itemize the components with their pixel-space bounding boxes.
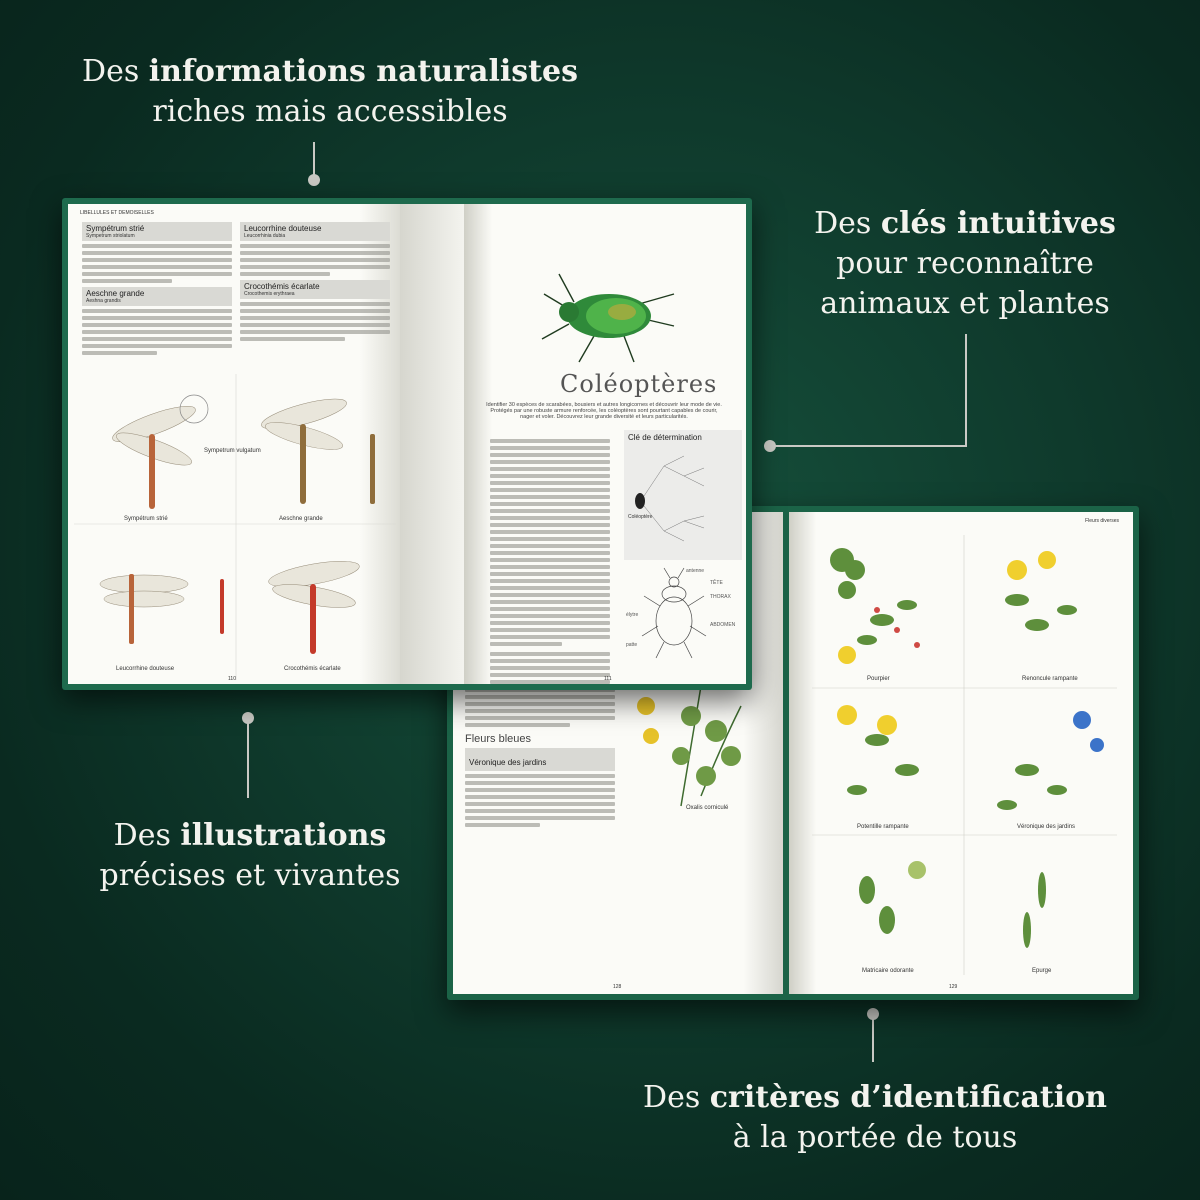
figure-caption: Aeschne grande — [279, 516, 323, 522]
caption-line: précises et vivantes — [99, 858, 401, 893]
chapter-intro: Identifier 30 espèces de scarabées, bousiers et autres longicornes et découvrir leur mode de vie. Protégés par une robuste armure renforcée, les coléoptères sont pourtant capables de courir, nager et voler. Découvrez leur grande diversité et leurs particularités. — [486, 402, 722, 420]
species-title: Sympétrum strié — [86, 224, 145, 233]
page-number: 128 — [613, 984, 622, 990]
dragonfly-plates — [74, 374, 396, 680]
caption-text: Des — [814, 206, 881, 241]
species-latin: Aeshna grandis — [86, 298, 121, 304]
caption-bold: illustrations — [180, 818, 387, 853]
caption-line: pour reconnaître — [836, 246, 1094, 281]
caption-line: riches mais accessibles — [152, 94, 508, 129]
book-insects — [62, 198, 752, 690]
section-title: Fleurs bleues — [465, 733, 532, 745]
caption-bold: critères d’identification — [709, 1080, 1107, 1115]
connector-line — [772, 445, 967, 447]
caption-identification — [640, 1078, 1110, 1158]
caption-line: à la portée de tous — [732, 1120, 1018, 1155]
plant-plates — [807, 530, 1122, 980]
caption-bold: informations naturalistes — [148, 54, 578, 89]
key-root: Coléoptère — [628, 514, 653, 520]
page-title: Coléoptères — [560, 370, 718, 398]
anatomy-label: patte — [626, 642, 638, 648]
book-right-page — [789, 512, 1133, 994]
inset-label: Sympetrum vulgatum — [204, 448, 261, 454]
species-latin: Sympetrum striolatum — [86, 233, 135, 239]
figure-caption: Renoncule rampante — [1022, 676, 1078, 682]
caption-line: animaux et plantes — [820, 286, 1110, 321]
key-diagram — [624, 446, 742, 556]
anatomy-label: élytre — [626, 612, 639, 618]
figure-caption: Crocothémis écarlate — [284, 666, 341, 672]
connector-line — [313, 142, 315, 176]
caption-illustrations — [80, 816, 420, 896]
connector-line — [247, 722, 249, 798]
running-head: Fleurs diverses — [1085, 518, 1119, 524]
key-title: Clé de détermination — [628, 433, 702, 442]
book-right-page — [464, 204, 746, 684]
caption-naturalist-info — [70, 52, 590, 132]
caption-text: Des — [113, 818, 181, 853]
connector-dot — [764, 440, 776, 452]
beetle-anatomy — [624, 566, 742, 666]
connector-line — [965, 334, 967, 446]
figure-caption: Epurge — [1032, 968, 1052, 974]
anatomy-label: TÊTE — [710, 580, 723, 586]
running-head: LIBELLULES ET DEMOISELLES — [80, 210, 154, 216]
figure-caption: Leucorrhine douteuse — [116, 666, 175, 672]
anatomy-label: ABDOMEN — [710, 622, 736, 628]
beetle-illustration — [534, 264, 684, 364]
species-title: Leucorrhine douteuse — [244, 224, 322, 233]
anatomy-label: antenne — [686, 568, 705, 574]
figure-caption: Sympétrum strié — [124, 516, 168, 522]
page-number: 111 — [604, 676, 612, 682]
connector-dot — [308, 174, 320, 186]
caption-bold: clés intuitives — [880, 206, 1116, 241]
caption-intuitive-keys — [790, 204, 1140, 324]
page-number: 110 — [228, 676, 236, 682]
book-left-page — [68, 204, 400, 684]
figure-caption: Véronique des jardins — [1017, 824, 1076, 830]
figure-caption: Oxalis corniculé — [686, 805, 729, 811]
connector-line — [872, 1018, 874, 1062]
species-latin: Crocothemis erythraea — [244, 291, 295, 297]
species-title: Aeschne grande — [86, 289, 145, 298]
caption-text: Des — [82, 54, 149, 89]
identification-key — [624, 430, 742, 560]
species-title: Crocothémis écarlate — [244, 282, 320, 291]
species-latin: Leucorrhinia dubia — [244, 233, 286, 239]
page-number: 129 — [949, 984, 958, 990]
anatomy-label: THORAX — [710, 594, 731, 600]
entry-title: Véronique des jardins — [469, 758, 547, 767]
figure-caption: Potentille rampante — [857, 824, 909, 830]
figure-caption: Matricaire odorante — [862, 968, 914, 974]
figure-caption: Pourpier — [867, 676, 890, 682]
caption-text: Des — [643, 1080, 710, 1115]
